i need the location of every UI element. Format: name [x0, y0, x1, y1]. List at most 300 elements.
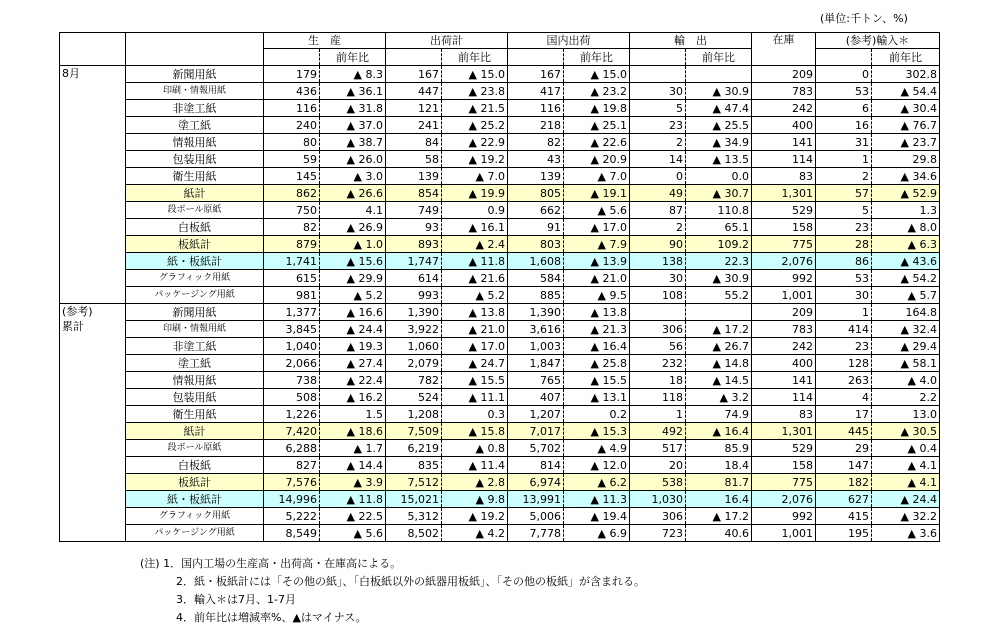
- value-cell: 3,845: [264, 321, 320, 338]
- table-row: [60, 389, 940, 406]
- import-yoy-cell: 164.8: [872, 304, 940, 321]
- import-cell: 415: [816, 508, 872, 525]
- row-name: 段ボール原紙: [126, 440, 264, 457]
- import-cell: 30: [816, 287, 872, 304]
- value-cell: 1,003: [508, 338, 564, 355]
- value-cell: 885: [508, 287, 564, 304]
- import-yoy-cell: 2.2: [872, 389, 940, 406]
- yoy-cell: [686, 304, 752, 321]
- inventory-cell: 2,076: [752, 253, 816, 270]
- table-row: [60, 525, 940, 542]
- value-cell: 7,509: [386, 423, 442, 440]
- row-name: 情報用紙: [126, 372, 264, 389]
- yoy-cell: 85.9: [686, 440, 752, 457]
- yoy-cell: ▲ 14.4: [320, 457, 386, 474]
- value-cell: 1,040: [264, 338, 320, 355]
- yoy-cell: ▲ 17.0: [564, 219, 630, 236]
- value-cell: 59: [264, 151, 320, 168]
- table-row: [60, 355, 940, 372]
- inventory-cell: 529: [752, 202, 816, 219]
- import-cell: 5: [816, 202, 872, 219]
- yoy-cell: [686, 66, 752, 83]
- yoy-cell: ▲ 11.8: [442, 253, 508, 270]
- yoy-cell: 65.1: [686, 219, 752, 236]
- yoy-cell: ▲ 19.2: [442, 508, 508, 525]
- yoy-cell: ▲ 5.2: [320, 287, 386, 304]
- yoy-cell: ▲ 30.7: [686, 185, 752, 202]
- value-cell: 306: [630, 321, 686, 338]
- yoy-cell: ▲ 37.0: [320, 117, 386, 134]
- yoy-cell: ▲ 38.7: [320, 134, 386, 151]
- import-yoy-cell: ▲ 58.1: [872, 355, 940, 372]
- yoy-cell: ▲ 15.0: [564, 66, 630, 83]
- row-name: 塗工紙: [126, 117, 264, 134]
- table-row: [60, 83, 940, 100]
- yoy-header: 前年比: [442, 49, 508, 66]
- table-row: [60, 287, 940, 304]
- value-cell: 179: [264, 66, 320, 83]
- table-row: [60, 168, 940, 185]
- row-name: グラフィック用紙: [126, 508, 264, 525]
- import-cell: 53: [816, 270, 872, 287]
- import-cell: 414: [816, 321, 872, 338]
- value-cell: 879: [264, 236, 320, 253]
- value-cell: 30: [630, 270, 686, 287]
- value-cell: 508: [264, 389, 320, 406]
- import-yoy-cell: ▲ 3.6: [872, 525, 940, 542]
- import-yoy-cell: ▲ 32.4: [872, 321, 940, 338]
- value-cell: 2: [630, 134, 686, 151]
- row-name: 白板紙: [126, 457, 264, 474]
- yoy-cell: ▲ 6.2: [564, 474, 630, 491]
- yoy-cell: 55.2: [686, 287, 752, 304]
- yoy-cell: ▲ 4.9: [564, 440, 630, 457]
- yoy-cell: ▲ 13.9: [564, 253, 630, 270]
- value-cell: 49: [630, 185, 686, 202]
- yoy-cell: ▲ 25.2: [442, 117, 508, 134]
- import-cell: 17: [816, 406, 872, 423]
- import-cell: 445: [816, 423, 872, 440]
- inventory-cell: 209: [752, 66, 816, 83]
- value-cell: 5: [630, 100, 686, 117]
- value-cell: 90: [630, 236, 686, 253]
- inventory-cell: 2,076: [752, 491, 816, 508]
- import-cell: 29: [816, 440, 872, 457]
- row-name: パッケージング用紙: [126, 525, 264, 542]
- yoy-cell: ▲ 14.5: [686, 372, 752, 389]
- import-cell: 57: [816, 185, 872, 202]
- yoy-cell: ▲ 18.6: [320, 423, 386, 440]
- value-cell: 662: [508, 202, 564, 219]
- inventory-cell: 783: [752, 83, 816, 100]
- inventory-cell: 775: [752, 474, 816, 491]
- import-cell: 0: [816, 66, 872, 83]
- row-name: 塗工紙: [126, 355, 264, 372]
- value-cell: 139: [508, 168, 564, 185]
- row-name: 新聞用紙: [126, 66, 264, 83]
- value-cell: 1,847: [508, 355, 564, 372]
- table-row: [60, 406, 940, 423]
- value-cell: 30: [630, 83, 686, 100]
- value-cell: 167: [508, 66, 564, 83]
- value-cell: 893: [386, 236, 442, 253]
- value-cell: 7,778: [508, 525, 564, 542]
- yoy-cell: ▲ 3.2: [686, 389, 752, 406]
- yoy-cell: ▲ 27.4: [320, 355, 386, 372]
- yoy-cell: 0.3: [442, 406, 508, 423]
- inventory-cell: 242: [752, 100, 816, 117]
- value-cell: 782: [386, 372, 442, 389]
- row-name: 段ボール原紙: [126, 202, 264, 219]
- yoy-cell: ▲ 47.4: [686, 100, 752, 117]
- yoy-cell: ▲ 3.0: [320, 168, 386, 185]
- value-cell: 82: [508, 134, 564, 151]
- header-export: 輸 出: [630, 33, 752, 49]
- row-name: パッケージング用紙: [126, 287, 264, 304]
- notes: [140, 555, 645, 627]
- yoy-cell: 18.4: [686, 457, 752, 474]
- inventory-cell: 141: [752, 372, 816, 389]
- import-yoy-cell: ▲ 54.2: [872, 270, 940, 287]
- yoy-cell: ▲ 22.6: [564, 134, 630, 151]
- yoy-cell: ▲ 19.9: [442, 185, 508, 202]
- section-label: (参考) 累計: [60, 304, 126, 542]
- table-row: [60, 321, 940, 338]
- yoy-cell: ▲ 1.7: [320, 440, 386, 457]
- import-yoy-cell: ▲ 4.0: [872, 372, 940, 389]
- yoy-cell: ▲ 13.1: [564, 389, 630, 406]
- table-row: [60, 508, 940, 525]
- value-cell: 14: [630, 151, 686, 168]
- import-yoy-cell: ▲ 8.0: [872, 219, 940, 236]
- inventory-cell: 400: [752, 117, 816, 134]
- value-cell: 538: [630, 474, 686, 491]
- import-cell: 53: [816, 83, 872, 100]
- row-name: 衛生用紙: [126, 406, 264, 423]
- table-row: [60, 219, 940, 236]
- row-name: 情報用紙: [126, 134, 264, 151]
- yoy-cell: ▲ 16.2: [320, 389, 386, 406]
- value-cell: 750: [264, 202, 320, 219]
- yoy-cell: ▲ 22.4: [320, 372, 386, 389]
- value-cell: 1,390: [508, 304, 564, 321]
- table-row: [60, 474, 940, 491]
- import-yoy-cell: 29.8: [872, 151, 940, 168]
- inventory-cell: 1,301: [752, 185, 816, 202]
- value-cell: 7,420: [264, 423, 320, 440]
- import-cell: 195: [816, 525, 872, 542]
- table-row: [60, 338, 940, 355]
- table-row: [60, 117, 940, 134]
- table-row: [60, 440, 940, 457]
- inventory-cell: 992: [752, 270, 816, 287]
- value-cell: 749: [386, 202, 442, 219]
- import-yoy-cell: ▲ 4.1: [872, 474, 940, 491]
- yoy-cell: ▲ 25.1: [564, 117, 630, 134]
- yoy-cell: ▲ 21.5: [442, 100, 508, 117]
- import-yoy-cell: ▲ 23.7: [872, 134, 940, 151]
- yoy-cell: ▲ 7.0: [564, 168, 630, 185]
- note-3: 3．輸入＊は7月、1-7月: [176, 593, 296, 606]
- yoy-cell: ▲ 21.0: [564, 270, 630, 287]
- value-cell: 3,922: [386, 321, 442, 338]
- import-cell: 28: [816, 236, 872, 253]
- value-cell: 241: [386, 117, 442, 134]
- yoy-cell: ▲ 2.4: [442, 236, 508, 253]
- row-name: 紙計: [126, 185, 264, 202]
- yoy-cell: 16.4: [686, 491, 752, 508]
- value-cell: 1: [630, 406, 686, 423]
- value-cell: 145: [264, 168, 320, 185]
- inventory-cell: 242: [752, 338, 816, 355]
- import-yoy-cell: ▲ 32.2: [872, 508, 940, 525]
- value-cell: 5,222: [264, 508, 320, 525]
- yoy-cell: ▲ 29.9: [320, 270, 386, 287]
- yoy-header: 前年比: [320, 49, 386, 66]
- yoy-cell: ▲ 23.8: [442, 83, 508, 100]
- value-cell: 82: [264, 219, 320, 236]
- import-cell: 23: [816, 338, 872, 355]
- value-cell: [630, 66, 686, 83]
- row-name: 新聞用紙: [126, 304, 264, 321]
- note-2: 2．紙・板紙計には「その他の紙」、「白板紙以外の紙器用板紙」、「その他の板紙」が含まれる。: [176, 575, 645, 588]
- row-name: 印刷・情報用紙: [126, 321, 264, 338]
- value-cell: 5,006: [508, 508, 564, 525]
- inventory-cell: 114: [752, 389, 816, 406]
- section-label: 8月: [60, 66, 126, 304]
- table-row: [60, 151, 940, 168]
- import-cell: 2: [816, 168, 872, 185]
- yoy-cell: ▲ 25.5: [686, 117, 752, 134]
- yoy-cell: ▲ 1.0: [320, 236, 386, 253]
- value-cell: 1,060: [386, 338, 442, 355]
- yoy-cell: ▲ 19.1: [564, 185, 630, 202]
- value-cell: 5,312: [386, 508, 442, 525]
- value-cell: [630, 304, 686, 321]
- yoy-cell: ▲ 19.2: [442, 151, 508, 168]
- yoy-cell: 74.9: [686, 406, 752, 423]
- import-yoy-cell: ▲ 34.6: [872, 168, 940, 185]
- table-row: [60, 100, 940, 117]
- row-name: 包装用紙: [126, 151, 264, 168]
- yoy-cell: ▲ 3.9: [320, 474, 386, 491]
- yoy-cell: ▲ 34.9: [686, 134, 752, 151]
- table-row: [60, 185, 940, 202]
- unit-label: (単位:千トン、%): [820, 12, 908, 25]
- value-cell: 2: [630, 219, 686, 236]
- inventory-cell: 400: [752, 355, 816, 372]
- table-row: [60, 457, 940, 474]
- yoy-cell: 109.2: [686, 236, 752, 253]
- value-cell: 1,608: [508, 253, 564, 270]
- value-cell: 7,512: [386, 474, 442, 491]
- yoy-header: 前年比: [564, 49, 630, 66]
- yoy-cell: ▲ 5.6: [564, 202, 630, 219]
- value-cell: 306: [630, 508, 686, 525]
- row-name: 包装用紙: [126, 389, 264, 406]
- header-shipment-total: 出荷計: [386, 33, 508, 49]
- value-cell: 167: [386, 66, 442, 83]
- import-cell: 182: [816, 474, 872, 491]
- yoy-cell: ▲ 21.0: [442, 321, 508, 338]
- value-cell: 218: [508, 117, 564, 134]
- yoy-cell: ▲ 19.4: [564, 508, 630, 525]
- value-cell: 738: [264, 372, 320, 389]
- row-name: 印刷・情報用紙: [126, 83, 264, 100]
- yoy-cell: ▲ 26.0: [320, 151, 386, 168]
- yoy-cell: ▲ 5.6: [320, 525, 386, 542]
- import-yoy-cell: ▲ 76.7: [872, 117, 940, 134]
- yoy-cell: ▲ 9.5: [564, 287, 630, 304]
- yoy-cell: ▲ 14.8: [686, 355, 752, 372]
- yoy-cell: ▲ 15.8: [442, 423, 508, 440]
- value-cell: 232: [630, 355, 686, 372]
- import-yoy-cell: ▲ 52.9: [872, 185, 940, 202]
- value-cell: 118: [630, 389, 686, 406]
- value-cell: 121: [386, 100, 442, 117]
- value-cell: 58: [386, 151, 442, 168]
- value-cell: 108: [630, 287, 686, 304]
- import-yoy-cell: 302.8: [872, 66, 940, 83]
- value-cell: 1,377: [264, 304, 320, 321]
- yoy-cell: ▲ 26.9: [320, 219, 386, 236]
- yoy-header: 前年比: [872, 49, 940, 66]
- import-cell: 128: [816, 355, 872, 372]
- value-cell: 8,502: [386, 525, 442, 542]
- value-cell: 6,974: [508, 474, 564, 491]
- yoy-cell: ▲ 21.6: [442, 270, 508, 287]
- value-cell: 803: [508, 236, 564, 253]
- yoy-cell: ▲ 5.2: [442, 287, 508, 304]
- value-cell: 615: [264, 270, 320, 287]
- yoy-cell: ▲ 20.9: [564, 151, 630, 168]
- header-import: (参考)輸入＊: [816, 33, 940, 49]
- import-cell: 31: [816, 134, 872, 151]
- table-row: [60, 66, 940, 83]
- yoy-cell: 0.0: [686, 168, 752, 185]
- inventory-cell: 158: [752, 457, 816, 474]
- yoy-cell: ▲ 25.8: [564, 355, 630, 372]
- table-row: [60, 372, 940, 389]
- value-cell: 805: [508, 185, 564, 202]
- yoy-cell: ▲ 4.2: [442, 525, 508, 542]
- value-cell: 14,996: [264, 491, 320, 508]
- import-yoy-cell: ▲ 6.3: [872, 236, 940, 253]
- yoy-cell: ▲ 19.8: [564, 100, 630, 117]
- yoy-cell: ▲ 17.0: [442, 338, 508, 355]
- yoy-cell: ▲ 11.3: [564, 491, 630, 508]
- value-cell: 80: [264, 134, 320, 151]
- yoy-cell: ▲ 17.2: [686, 321, 752, 338]
- value-cell: 43: [508, 151, 564, 168]
- import-cell: 6: [816, 100, 872, 117]
- yoy-cell: 81.7: [686, 474, 752, 491]
- value-cell: 6,288: [264, 440, 320, 457]
- row-name: 衛生用紙: [126, 168, 264, 185]
- import-cell: 147: [816, 457, 872, 474]
- inventory-cell: 114: [752, 151, 816, 168]
- row-name: 紙・板紙計: [126, 491, 264, 508]
- value-cell: 584: [508, 270, 564, 287]
- yoy-cell: ▲ 22.9: [442, 134, 508, 151]
- inventory-cell: 209: [752, 304, 816, 321]
- value-cell: 87: [630, 202, 686, 219]
- yoy-cell: ▲ 6.9: [564, 525, 630, 542]
- header-blank: [60, 33, 126, 66]
- yoy-cell: ▲ 13.8: [564, 304, 630, 321]
- value-cell: 56: [630, 338, 686, 355]
- table-row: [60, 304, 940, 321]
- yoy-cell: ▲ 16.4: [564, 338, 630, 355]
- value-cell: 814: [508, 457, 564, 474]
- yoy-cell: ▲ 13.5: [686, 151, 752, 168]
- import-yoy-cell: ▲ 4.1: [872, 457, 940, 474]
- value-cell: 447: [386, 83, 442, 100]
- value-cell: 614: [386, 270, 442, 287]
- row-name: グラフィック用紙: [126, 270, 264, 287]
- note-4: 4．前年比は増減率%、▲はマイナス。: [176, 611, 367, 624]
- yoy-cell: ▲ 21.3: [564, 321, 630, 338]
- yoy-cell: 4.1: [320, 202, 386, 219]
- inventory-cell: 1,001: [752, 287, 816, 304]
- yoy-cell: 40.6: [686, 525, 752, 542]
- value-cell: 2,066: [264, 355, 320, 372]
- inventory-cell: 775: [752, 236, 816, 253]
- import-cell: 627: [816, 491, 872, 508]
- import-yoy-cell: ▲ 30.4: [872, 100, 940, 117]
- inventory-cell: 992: [752, 508, 816, 525]
- header-blank: [126, 33, 264, 66]
- yoy-cell: ▲ 30.9: [686, 270, 752, 287]
- value-cell: 7,017: [508, 423, 564, 440]
- inventory-cell: 529: [752, 440, 816, 457]
- yoy-cell: ▲ 19.3: [320, 338, 386, 355]
- yoy-cell: ▲ 13.8: [442, 304, 508, 321]
- note-1: (注) 1．国内工場の生産高・出荷高・在庫高による。: [140, 557, 402, 570]
- import-yoy-cell: ▲ 0.4: [872, 440, 940, 457]
- row-name: 非塗工紙: [126, 338, 264, 355]
- value-cell: 993: [386, 287, 442, 304]
- yoy-cell: ▲ 16.6: [320, 304, 386, 321]
- value-cell: 1,390: [386, 304, 442, 321]
- value-cell: 15,021: [386, 491, 442, 508]
- value-cell: 116: [264, 100, 320, 117]
- header-domestic-shipment: 国内出荷: [508, 33, 630, 49]
- value-cell: 827: [264, 457, 320, 474]
- value-cell: 517: [630, 440, 686, 457]
- value-cell: 116: [508, 100, 564, 117]
- yoy-cell: 110.8: [686, 202, 752, 219]
- value-cell: 524: [386, 389, 442, 406]
- value-cell: 492: [630, 423, 686, 440]
- value-cell: 765: [508, 372, 564, 389]
- value-cell: 93: [386, 219, 442, 236]
- value-cell: 417: [508, 83, 564, 100]
- value-cell: 5,702: [508, 440, 564, 457]
- value-cell: 0: [630, 168, 686, 185]
- import-yoy-cell: ▲ 5.7: [872, 287, 940, 304]
- value-cell: 18: [630, 372, 686, 389]
- value-cell: 2,079: [386, 355, 442, 372]
- yoy-cell: ▲ 30.9: [686, 83, 752, 100]
- yoy-cell: ▲ 24.4: [320, 321, 386, 338]
- header-inventory: 在庫: [752, 33, 816, 66]
- row-name: 白板紙: [126, 219, 264, 236]
- import-cell: 263: [816, 372, 872, 389]
- inventory-cell: 158: [752, 219, 816, 236]
- import-yoy-cell: ▲ 29.4: [872, 338, 940, 355]
- yoy-cell: ▲ 15.5: [442, 372, 508, 389]
